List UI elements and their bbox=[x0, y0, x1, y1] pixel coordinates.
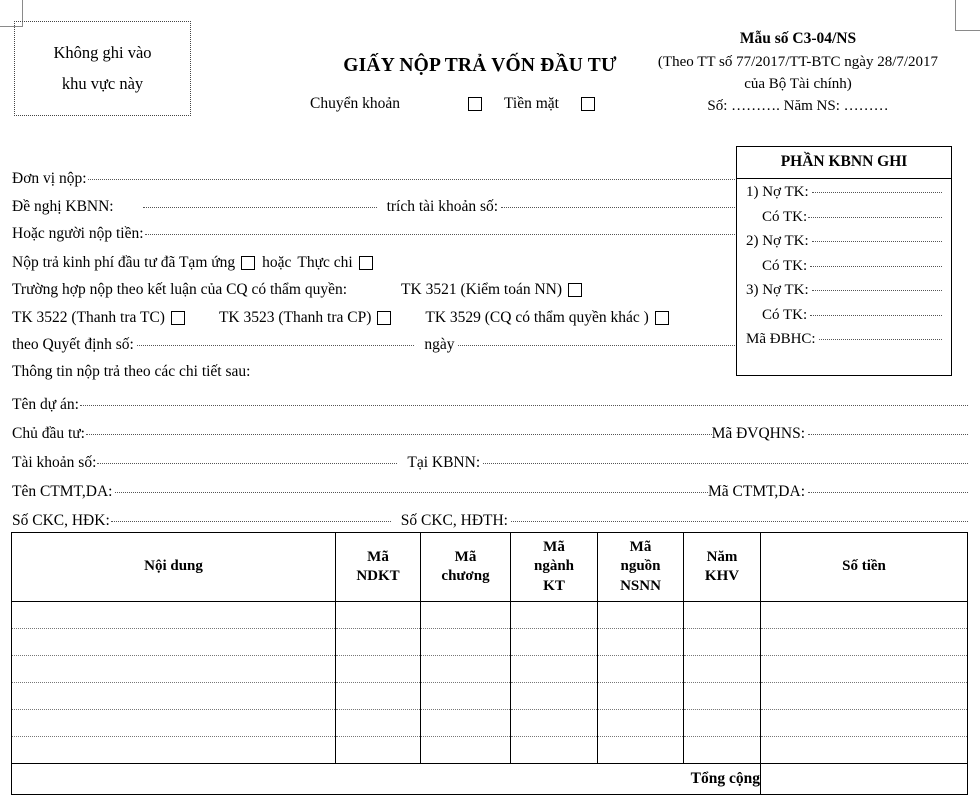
cell-noi-dung[interactable] bbox=[12, 602, 336, 629]
field-tai-khoan-so bbox=[12, 454, 968, 474]
column-header-ma-chuong-line2: chương bbox=[441, 568, 490, 584]
column-header-ma-nguon-nsnn-line3: NSNN bbox=[620, 577, 661, 594]
field-thong-tin-note bbox=[12, 363, 735, 383]
field-truong-hop-label: Trường hợp nộp theo kết luận của CQ có thẩm quyền: bbox=[12, 281, 348, 298]
page-crop-mark-top-right bbox=[955, 0, 980, 31]
cell-noi-dung[interactable] bbox=[12, 683, 336, 710]
tk-3522-label: TK 3522 (Thanh tra TC) bbox=[12, 309, 165, 326]
column-header-nam-khv-line2: KHV bbox=[704, 568, 740, 584]
field-don-vi-nop-input[interactable] bbox=[88, 179, 735, 180]
field-theo-quyet-dinh bbox=[12, 336, 735, 356]
do-not-write-line-2: khu vực này bbox=[61, 74, 144, 93]
column-header-ma-nguon-nsnn-line2: nguồn bbox=[620, 558, 661, 575]
kbnn-row-2-credit-label: Có TK: bbox=[762, 257, 808, 274]
field-ten-du-an bbox=[12, 396, 968, 416]
field-ten-du-an-input[interactable] bbox=[80, 405, 968, 406]
column-header-ma-chuong bbox=[421, 533, 511, 602]
cell-nam-khv[interactable] bbox=[684, 629, 761, 656]
payer-fields-section bbox=[12, 170, 735, 391]
field-tk-codes-row bbox=[12, 308, 735, 328]
cell-ma-nganh-kt[interactable] bbox=[511, 629, 598, 656]
cell-nam-khv[interactable] bbox=[684, 602, 761, 629]
column-header-ma-nganh-kt-line2: ngành bbox=[533, 558, 575, 575]
cell-ma-chuong[interactable] bbox=[421, 656, 511, 683]
field-tai-khoan-so-input[interactable] bbox=[97, 463, 397, 464]
field-don-vi-nop bbox=[12, 170, 735, 190]
field-hoac-nguoi-nop-tien-input[interactable] bbox=[145, 234, 735, 235]
do-not-write-line-1: Không ghi vào bbox=[53, 43, 152, 62]
field-so-ckc-hdth-label: Số CKC, HĐTH: bbox=[400, 512, 508, 529]
tk-3529-label: TK 3529 (CQ có thẩm quyền khác ) bbox=[425, 309, 649, 326]
column-header-ma-ndkt-line1: Mã bbox=[367, 548, 389, 565]
field-nop-tra-kinh-phi-label: Nộp trả kinh phí đầu tư đã Tạm ứng bbox=[12, 253, 236, 271]
kbnn-row-1-debit bbox=[746, 184, 942, 201]
kbnn-row-3-debit-label: 3) Nợ TK: bbox=[746, 282, 809, 298]
kbnn-row-3-credit-input[interactable] bbox=[810, 315, 942, 316]
detail-table bbox=[11, 532, 968, 795]
field-so-ckc-hdth-input[interactable] bbox=[511, 521, 968, 522]
project-fields-section bbox=[12, 396, 968, 541]
tk-3529-checkbox[interactable] bbox=[655, 311, 669, 325]
cell-noi-dung[interactable] bbox=[12, 629, 336, 656]
field-thong-tin-note-label: Thông tin nộp trả theo các chi tiết sau: bbox=[12, 363, 251, 380]
cell-ma-nguon-nsnn[interactable] bbox=[598, 683, 684, 710]
kbnn-row-3-debit bbox=[746, 282, 942, 299]
field-theo-quyet-dinh-input[interactable] bbox=[137, 345, 415, 346]
cell-nam-khv[interactable] bbox=[684, 683, 761, 710]
tk-3521-checkbox[interactable] bbox=[568, 283, 582, 297]
kbnn-row-1-credit-label: Có TK: bbox=[762, 208, 808, 225]
kbnn-row-ma-dbhc-input[interactable] bbox=[819, 339, 942, 340]
column-header-ma-nganh-kt-line1: Mã bbox=[543, 539, 565, 556]
kbnn-row-2-debit-input[interactable] bbox=[812, 241, 942, 242]
field-trich-tai-khoan-so-input[interactable] bbox=[501, 207, 735, 208]
cell-nam-khv[interactable] bbox=[684, 710, 761, 737]
field-theo-quyet-dinh-label: theo Quyết định số: bbox=[12, 335, 134, 353]
field-don-vi-nop-label: Đơn vị nộp: bbox=[12, 170, 87, 187]
hoac-label: hoặc bbox=[262, 253, 292, 271]
field-ngay-label: ngày bbox=[424, 335, 455, 353]
cell-so-tien[interactable] bbox=[761, 683, 968, 710]
field-ma-ctmt-da-input[interactable] bbox=[808, 492, 968, 493]
total-value[interactable] bbox=[761, 764, 968, 795]
kbnn-section-body bbox=[737, 179, 951, 348]
field-so-ckc-hdk-input[interactable] bbox=[111, 521, 391, 522]
table-row bbox=[12, 710, 968, 737]
form-year-value[interactable]: ……… bbox=[843, 98, 889, 115]
kbnn-row-3-credit bbox=[746, 307, 942, 324]
table-total-row bbox=[12, 764, 968, 795]
field-ten-du-an-label: Tên dự án: bbox=[12, 396, 79, 413]
cell-nam-khv[interactable] bbox=[684, 656, 761, 683]
cell-ma-chuong[interactable] bbox=[421, 710, 511, 737]
page-title: GIẤY NỘP TRẢ VỐN ĐẦU TƯ bbox=[343, 55, 617, 76]
table-row bbox=[12, 656, 968, 683]
table-row bbox=[12, 737, 968, 764]
field-chu-dau-tu-label: Chủ đầu tư: bbox=[12, 425, 85, 442]
column-header-so-tien: Số tiền bbox=[761, 533, 968, 602]
cell-ma-nganh-kt[interactable] bbox=[511, 737, 598, 764]
column-header-nam-khv bbox=[684, 533, 761, 602]
field-ma-dvqhns-label: Mã ĐVQHNS: bbox=[711, 425, 805, 442]
field-so-ckc-hdk-label: Số CKC, HĐK: bbox=[12, 512, 110, 529]
kbnn-row-1-credit bbox=[746, 209, 942, 226]
field-de-nghi-kbnn-input[interactable] bbox=[143, 207, 377, 208]
table-header-row bbox=[12, 533, 968, 602]
table-row bbox=[12, 683, 968, 710]
kbnn-row-2-credit bbox=[746, 258, 942, 275]
cell-ma-ndkt[interactable] bbox=[336, 656, 421, 683]
cell-so-tien[interactable] bbox=[761, 737, 968, 764]
kbnn-row-ma-dbhc-label: Mã ĐBHC: bbox=[746, 331, 816, 347]
kbnn-row-2-credit-input[interactable] bbox=[810, 266, 942, 267]
field-ten-ctmt-da-label: Tên CTMT,DA: bbox=[12, 483, 113, 500]
field-tai-khoan-so-label: Tài khoản số: bbox=[12, 454, 97, 471]
form-meta-block bbox=[648, 28, 948, 118]
cell-ma-chuong[interactable] bbox=[421, 737, 511, 764]
thuc-chi-checkbox[interactable] bbox=[359, 256, 373, 270]
cell-ma-nguon-nsnn[interactable] bbox=[598, 710, 684, 737]
payment-method-row bbox=[310, 95, 640, 113]
cell-nam-khv[interactable] bbox=[684, 737, 761, 764]
cell-ma-nganh-kt[interactable] bbox=[511, 710, 598, 737]
column-header-ma-nganh-kt bbox=[511, 533, 598, 602]
form-number-label: Số: bbox=[707, 98, 728, 115]
thuc-chi-label: Thực chi bbox=[297, 253, 353, 271]
kbnn-section bbox=[736, 146, 952, 376]
cell-ma-ndkt[interactable] bbox=[336, 737, 421, 764]
field-ma-ctmt-da-label: Mã CTMT,DA: bbox=[707, 483, 805, 500]
kbnn-row-ma-dbhc bbox=[746, 331, 942, 348]
field-ma-dvqhns-input[interactable] bbox=[808, 434, 968, 435]
cell-so-tien[interactable] bbox=[761, 629, 968, 656]
form-year-label: Năm NS: bbox=[783, 98, 840, 115]
kbnn-row-3-credit-label: Có TK: bbox=[762, 306, 808, 323]
kbnn-row-3-debit-input[interactable] bbox=[812, 290, 942, 291]
cell-ma-nguon-nsnn[interactable] bbox=[598, 629, 684, 656]
field-truong-hop-row bbox=[12, 280, 735, 300]
cell-ma-ndkt[interactable] bbox=[336, 629, 421, 656]
payment-transfer-label: Chuyển khoản bbox=[310, 95, 400, 112]
kbnn-row-2-debit-label: 2) Nợ TK: bbox=[746, 233, 809, 249]
form-number-value[interactable]: ………. bbox=[731, 98, 780, 115]
field-nop-tra-kinh-phi bbox=[12, 253, 735, 273]
payment-cash-label: Tiền mặt bbox=[503, 95, 559, 112]
column-header-ma-ndkt bbox=[336, 533, 421, 602]
cell-ma-chuong[interactable] bbox=[421, 629, 511, 656]
tk-3523-label: TK 3523 (Thanh tra CP) bbox=[218, 309, 372, 326]
column-header-ma-ndkt-line2: NDKT bbox=[356, 568, 400, 584]
cell-noi-dung[interactable] bbox=[12, 656, 336, 683]
cell-ma-chuong[interactable] bbox=[421, 602, 511, 629]
cell-ma-nguon-nsnn[interactable] bbox=[598, 656, 684, 683]
cell-ma-nganh-kt[interactable] bbox=[511, 602, 598, 629]
field-ngay-input[interactable] bbox=[458, 345, 736, 346]
field-de-nghi-kbnn bbox=[12, 198, 735, 218]
field-chu-dau-tu bbox=[12, 425, 968, 445]
field-hoac-nguoi-nop-tien-label: Hoặc người nộp tiền: bbox=[12, 225, 144, 242]
field-de-nghi-kbnn-label: Đề nghị KBNN: bbox=[12, 197, 114, 215]
column-header-nam-khv-line1: Năm bbox=[706, 548, 738, 565]
table-body bbox=[12, 602, 968, 795]
field-chu-dau-tu-input[interactable] bbox=[86, 434, 712, 435]
table-row bbox=[12, 629, 968, 656]
field-so-ckc-hdk bbox=[12, 512, 968, 532]
total-label: Tổng cộng bbox=[12, 764, 761, 795]
form-number-row bbox=[648, 95, 948, 117]
cell-ma-ndkt[interactable] bbox=[336, 602, 421, 629]
tk-3523-checkbox[interactable] bbox=[377, 311, 391, 325]
cell-ma-nganh-kt[interactable] bbox=[511, 683, 598, 710]
detail-table-wrapper bbox=[11, 532, 968, 795]
do-not-write-box bbox=[14, 21, 191, 116]
cell-ma-chuong[interactable] bbox=[421, 683, 511, 710]
form-circular-line-2: của Bộ Tài chính) bbox=[744, 76, 852, 93]
payment-cash-checkbox[interactable] bbox=[581, 97, 595, 111]
cell-ma-ndkt[interactable] bbox=[336, 710, 421, 737]
column-header-ma-nguon-nsnn-line1: Mã bbox=[629, 539, 652, 556]
payment-transfer-checkbox[interactable] bbox=[468, 97, 482, 111]
field-tai-kbnn-label: Tại KBNN: bbox=[407, 454, 481, 471]
cell-ma-nganh-kt[interactable] bbox=[511, 656, 598, 683]
column-header-noi-dung: Nội dung bbox=[12, 533, 336, 602]
cell-noi-dung[interactable] bbox=[12, 737, 336, 764]
kbnn-row-1-debit-input[interactable] bbox=[812, 192, 942, 193]
kbnn-row-1-credit-input[interactable] bbox=[808, 217, 942, 218]
cell-ma-ndkt[interactable] bbox=[336, 683, 421, 710]
kbnn-row-1-debit-label: 1) Nợ TK: bbox=[746, 184, 809, 200]
form-code: Mẫu số C3-04/NS bbox=[739, 30, 857, 47]
column-header-ma-nguon-nsnn bbox=[598, 533, 684, 602]
column-header-ma-chuong-line1: Mã bbox=[454, 548, 477, 565]
cell-so-tien[interactable] bbox=[761, 602, 968, 629]
tk-3522-checkbox[interactable] bbox=[171, 311, 185, 325]
field-hoac-nguoi-nop-tien bbox=[12, 225, 735, 245]
field-ten-ctmt-da bbox=[12, 483, 968, 503]
field-tai-kbnn-input[interactable] bbox=[483, 463, 968, 464]
cell-noi-dung[interactable] bbox=[12, 710, 336, 737]
field-trich-tai-khoan-so-label: trích tài khoản số: bbox=[386, 197, 499, 215]
cell-so-tien[interactable] bbox=[761, 710, 968, 737]
cell-so-tien[interactable] bbox=[761, 656, 968, 683]
kbnn-row-2-debit bbox=[746, 233, 942, 250]
tk-3521-label: TK 3521 (Kiểm toán NN) bbox=[401, 281, 563, 298]
field-ten-ctmt-da-input[interactable] bbox=[115, 492, 708, 493]
cell-ma-nguon-nsnn[interactable] bbox=[598, 737, 684, 764]
tam-ung-checkbox[interactable] bbox=[241, 256, 255, 270]
kbnn-section-title: PHẦN KBNN GHI bbox=[737, 147, 951, 179]
column-header-ma-nganh-kt-line3: KT bbox=[543, 577, 565, 594]
cell-ma-nguon-nsnn[interactable] bbox=[598, 602, 684, 629]
table-row bbox=[12, 602, 968, 629]
form-circular-line-1: (Theo TT số 77/2017/TT-BTC ngày 28/7/2017 bbox=[657, 53, 939, 70]
